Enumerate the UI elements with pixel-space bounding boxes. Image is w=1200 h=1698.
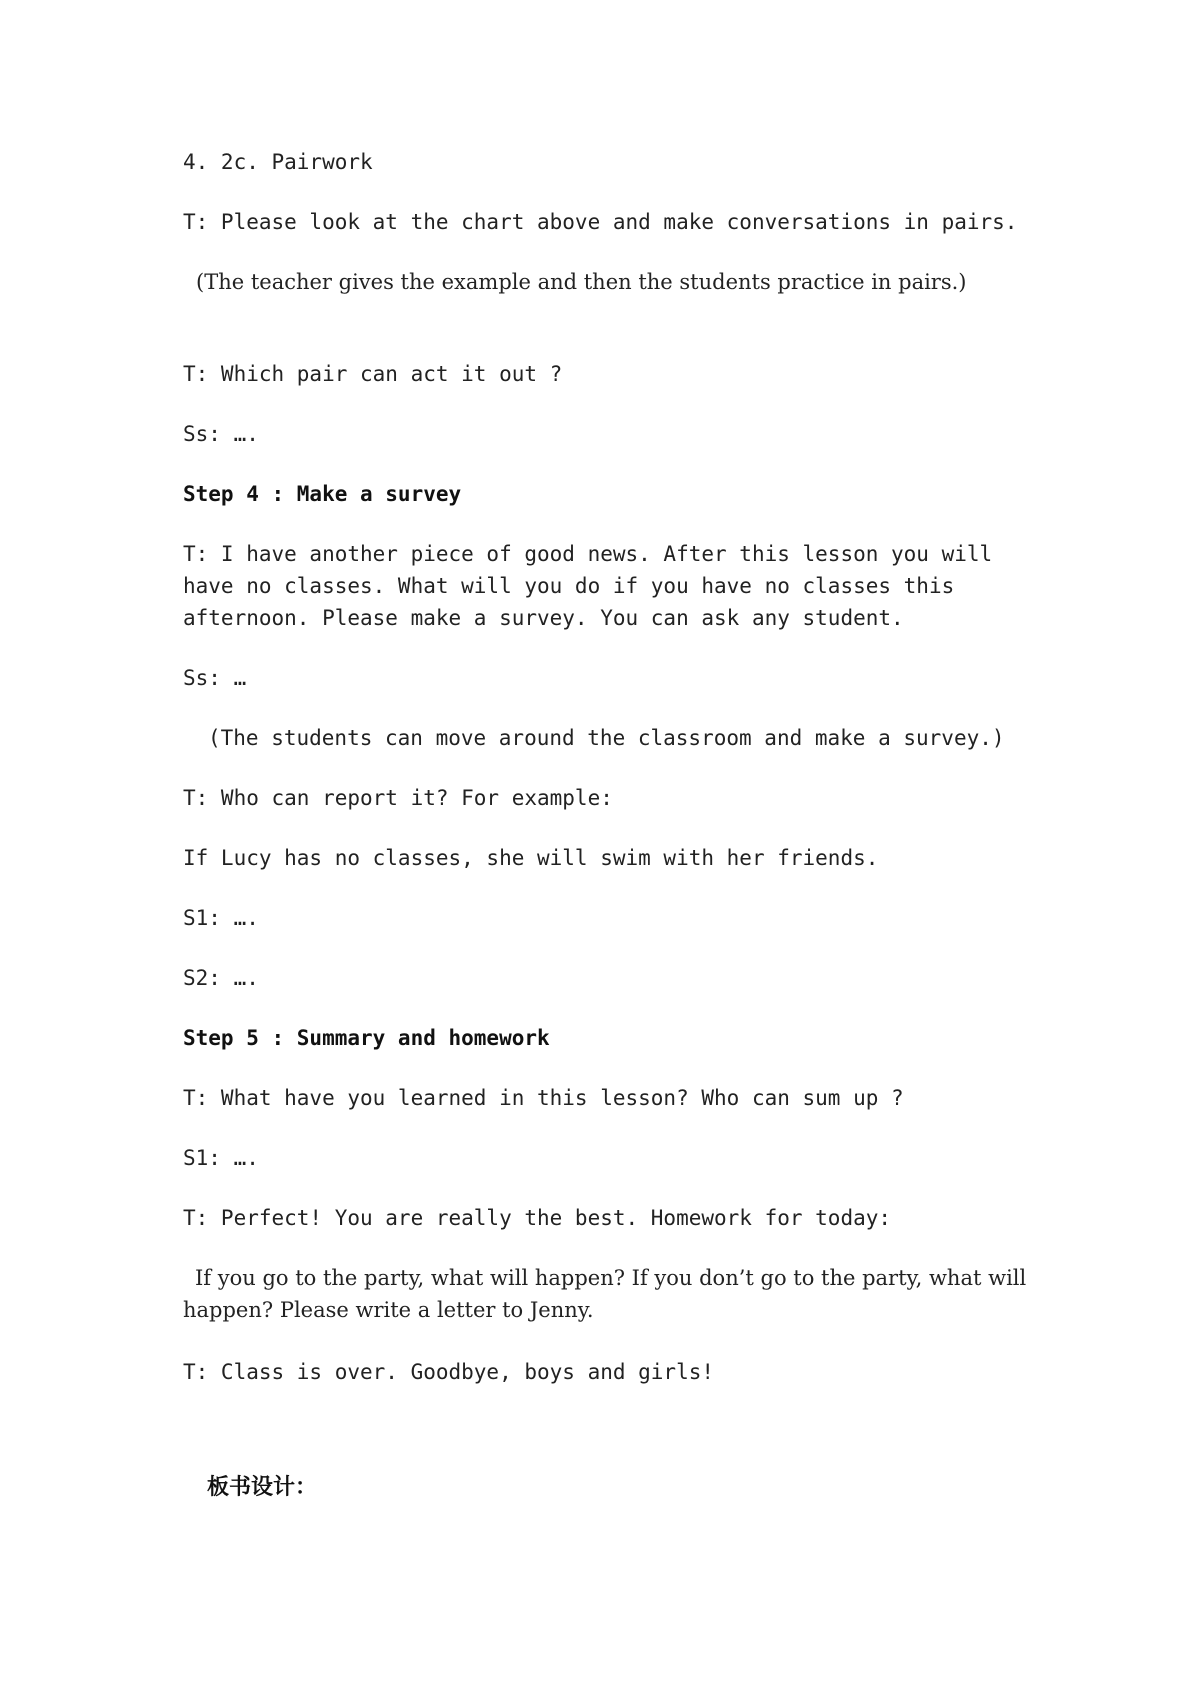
stage-direction: (The teacher gives the example and then the students practice in pairs.) <box>196 270 967 294</box>
teacher-paragraph: T: I have another piece of good news. After this lesson you will have no classes. What will you do if you have no classes this afternoon. Please make a survey. You can ask any student. <box>183 542 993 630</box>
step-5-heading: Step 5 : Summary and homework <box>183 1026 550 1050</box>
teacher-line: T: Which pair can act it out ? <box>183 362 563 386</box>
student-1-line: S1: …. <box>183 906 259 930</box>
step-4-heading: Step 4 : Make a survey <box>183 482 462 506</box>
example-sentence: If Lucy has no classes, she will swim with her friends. <box>183 846 879 870</box>
teacher-closing-line: T: Class is over. Goodbye, boys and girls! <box>183 1360 715 1384</box>
students-line: Ss: … <box>183 666 247 690</box>
student-1-line: S1: …. <box>183 1146 259 1170</box>
teacher-line: T: Perfect! You are really the best. Homework for today: <box>183 1206 892 1230</box>
teacher-line: T: Who can report it? For example: <box>183 786 613 810</box>
teacher-line: T: What have you learned in this lesson? Who can sum up ? <box>183 1086 904 1110</box>
stage-direction: (The students can move around the classroom and make a survey.) <box>208 726 1005 750</box>
board-design-heading: 板书设计： <box>207 1475 318 1500</box>
section-heading-pairwork: 4. 2c. Pairwork <box>183 150 373 174</box>
student-2-line: S2: …. <box>183 966 259 990</box>
students-line: Ss: …. <box>183 422 259 446</box>
teacher-line: T: Please look at the chart above and make conversations in pairs. <box>183 210 1018 234</box>
homework-paragraph: If you go to the party, what will happen? If you don’t go to the party, what will happen? Please write a letter to Jenny. <box>183 1266 1027 1322</box>
